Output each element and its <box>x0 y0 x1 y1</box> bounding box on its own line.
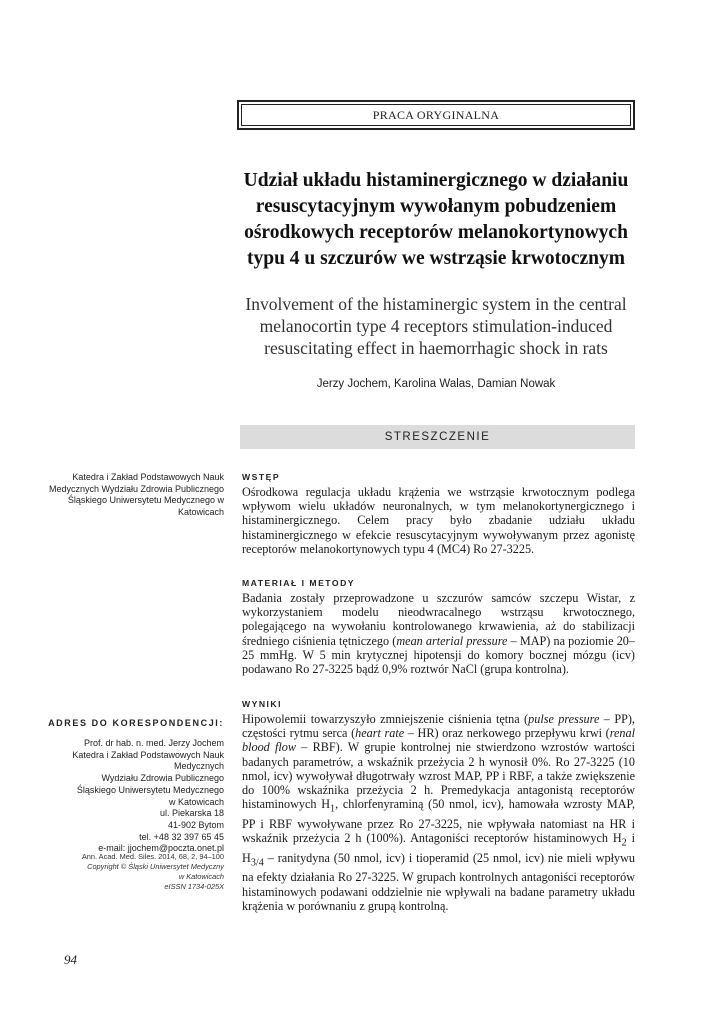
correspondence-email[interactable]: e-mail: jjochem@poczta.onet.pl <box>98 843 224 854</box>
results-text-part: i H <box>242 831 635 865</box>
methods-text-part: Badania zostały przeprowadzone u szczurów samców szczepu Wistar, z wykorzystaniem modelu nieodwracalnego wstrząsu krwotocznego, polegającego na wywołaniu kontrolowanego krwawienia, aż do stabilizacji średniego ciśnienia tętniczego ( <box>242 591 635 648</box>
title-english: Involvement of the histaminergic system in the central melanocortin type 4 receptors stimulation-induced resuscitating effect in haemorrhagic shock in rats <box>245 294 627 358</box>
correspondence-heading: ADRES DO KORESPONDENCJI: <box>48 718 224 728</box>
methods-text-part: – MAP) na poziomie 20–25 mmHg. W 5 min krytycznej hipotensji do komory bocznej mózgu (icv) podawano Ro 27-3225 bądź 0,9% roztwór NaCl (grupa kontrolna). <box>242 633 635 677</box>
correspondence-address <box>20 738 224 855</box>
methods-term-map: mean arterial pressure <box>396 633 508 648</box>
results-term-pp: pulse pressure <box>528 712 600 726</box>
correspondence-line: Katedra i Zakład Podstawowych Nauk Medycznych <box>72 749 224 772</box>
affiliation: Katedra i Zakład Podstawowych Nauk Medycznych Wydziału Zdrowia Publicznego Śląskiego Uniwersytetu Medycznego w Katowicach <box>49 472 224 517</box>
citation-eissn: eISSN 1734-025X <box>164 882 224 891</box>
title-polish: Udział układu histaminergicznego w działaniu resuscytacyjnym wywołanym pobudzeniem ośrodkowych receptorów melanokortynowych typu 4 u szczurów we wstrząsie krwotocznym <box>243 170 629 269</box>
section-heading-results: WYNIKI <box>242 699 283 709</box>
authors: Jerzy Jochem, Karolina Walas, Damian Nowak <box>316 378 556 390</box>
citation-info <box>20 852 224 892</box>
section-text-methods <box>242 591 635 676</box>
correspondence-line: w Katowicach <box>168 796 224 807</box>
results-subscript: 2 <box>621 837 627 849</box>
section-text-results <box>242 712 635 913</box>
page-number: 94 <box>64 952 77 967</box>
results-text-part: Hipowolemii towarzyszyło zmniejszenie ciśnienia tętna ( <box>242 712 529 726</box>
section-heading-methods: MATERIAŁ I METODY <box>242 578 356 588</box>
results-text-part: – ranitydyna (50 nmol, icv) i tioperamid (25 nmol, icv) nie mieli wpływu na efekty działania Ro 27-3225. W grupach kontrolnych antagoniści receptorów histaminowych podawani oddzielnie nie wpływali na badane parametry układu krążenia w porównaniu z grupą kontrolną. <box>242 850 635 913</box>
correspondence-line: tel. +48 32 397 65 45 <box>139 831 224 842</box>
results-text-part: – HR) oraz nerkowego przepływu krwi ( <box>404 726 610 741</box>
section-heading-intro: WSTĘP <box>242 472 281 482</box>
section-text-intro: Ośrodkowa regulacja układu krążenia we wstrząsie krwotocznym podlega wpływom wielu układów neuronalnych, w tym melanokortynergicznego i histaminergicznego. Celem pracy było zbadanie udziału układu histaminergicznego w efekcie resuscytacyjnym wywoływanym przez agonistę receptorów melanokortynowych typu 4 (MC4) Ro 27-3225. <box>242 485 635 556</box>
results-term-rbf: renal blood flow <box>242 726 636 755</box>
correspondence-line: Wydziału Zdrowia Publicznego <box>101 773 224 784</box>
citation-line: Ann. Acad. Med. Siles. 2014, 68, 2, 94–100 <box>81 852 224 861</box>
correspondence-line: Prof. dr hab. n. med. Jerzy Jochem <box>83 738 224 748</box>
abstract-heading: STRESZCZENIE <box>384 431 491 443</box>
citation-copyright-city: w Katowicach <box>178 872 224 881</box>
correspondence-line: Śląskiego Uniwersytetu Medycznego <box>76 784 224 795</box>
abstract-heading-bar <box>240 425 635 449</box>
results-term-hr: heart rate <box>355 726 405 741</box>
article-type-label: PRACA ORYGINALNA <box>372 107 500 122</box>
results-subscript: 1 <box>330 803 336 815</box>
correspondence-line: ul. Piekarska 18 <box>159 808 224 819</box>
citation-copyright: Copyright © Śląski Uniwersytet Medyczny <box>87 862 224 871</box>
results-text-part: – RBF). W grupie kontrolnej nie stwierdzono wzrostów wartości badanych parametrów, a wskaźnik przeżycia 2 h wynosił 0%. Ro 27-3225 (10 nmol, icv) wywoływał długotrwały wzrost MAP, PP i RBF, a także zwiększenie do 100% wskaźnika przeżycia 2 h. Premedykacja antagonistą receptorów histaminowych H <box>242 740 635 812</box>
results-text-part: – PP), częstości rytmu serca ( <box>242 712 635 741</box>
results-text-part: , chlorfenyraminą (50 nmol, icv), hamowała wzrosty MAP, PP i RBF wywoływane przez Ro 27-3225, nie wpływała natomiast na HR i wskaźnik przeżycia 2 h (100%). Antagoniści receptorów histaminowych H <box>242 797 635 846</box>
correspondence-line: 41-902 Bytom <box>167 819 224 830</box>
article-type-box <box>237 100 635 130</box>
results-subscript: 3/4 <box>250 857 264 869</box>
